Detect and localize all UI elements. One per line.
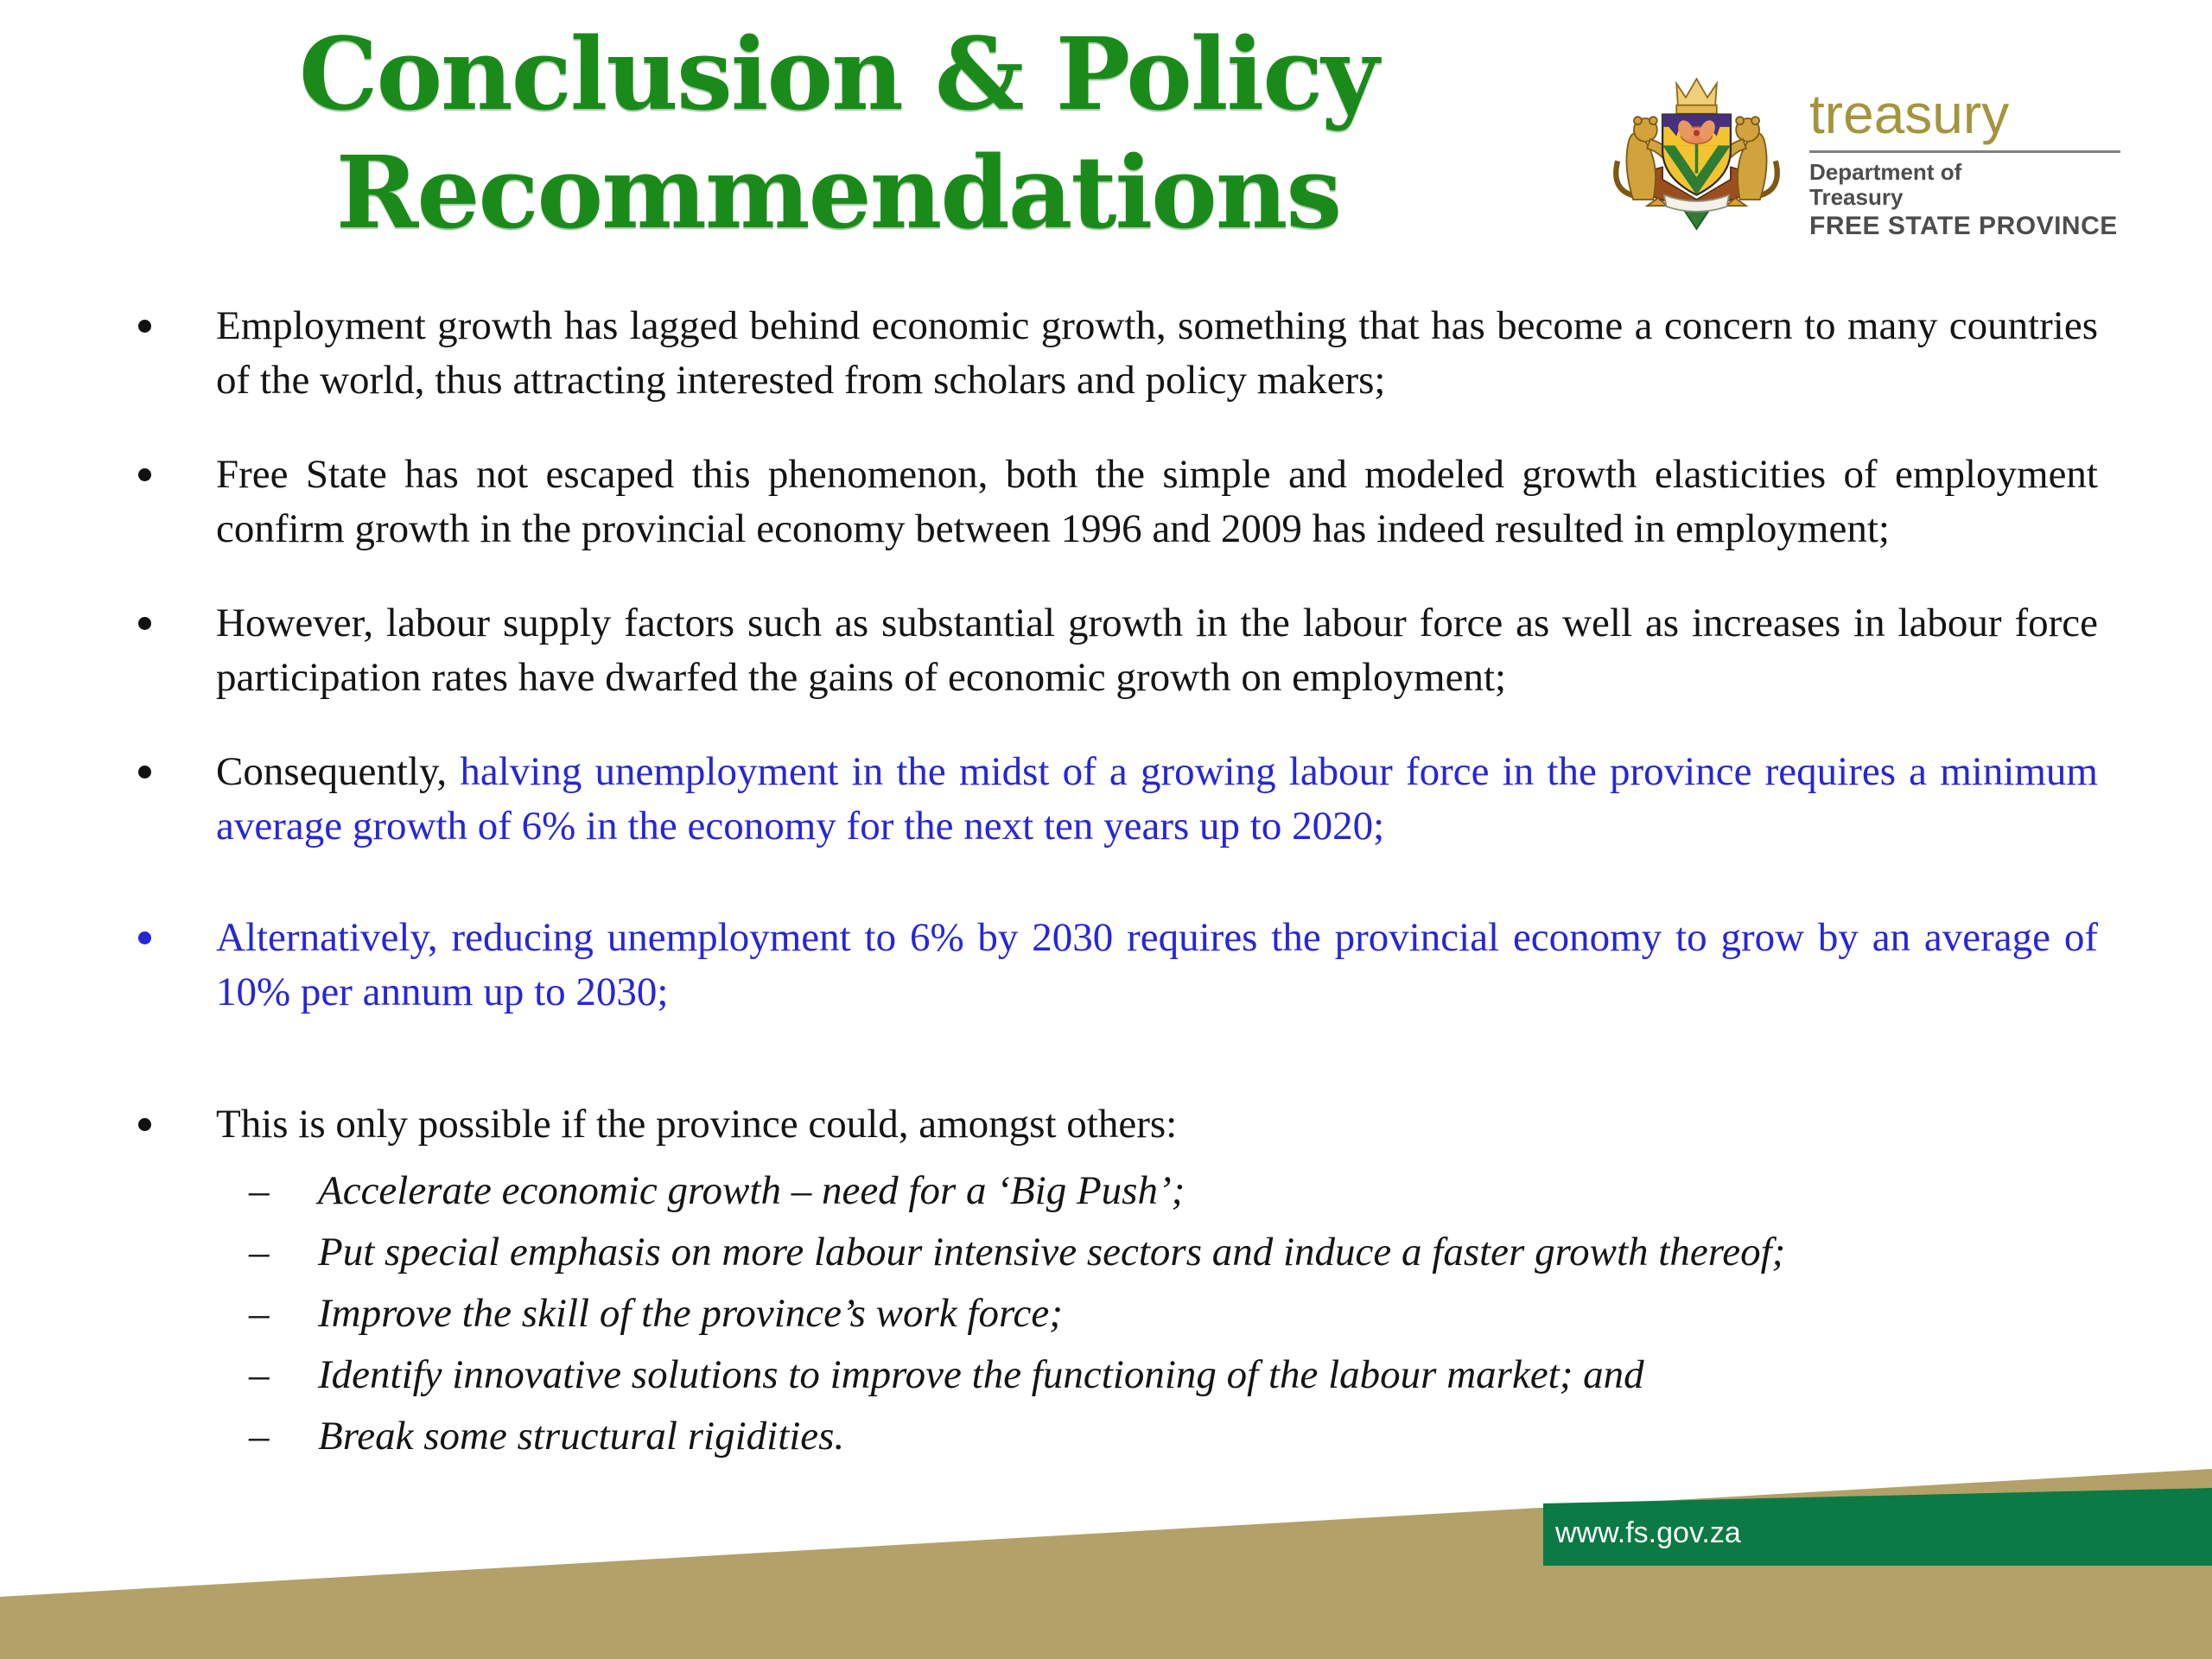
bullet-list [130,299,2098,1507]
dash-marker: – [249,1352,270,1397]
bullet-item-5 [130,911,2098,1020]
title-line-1: Conclusion & Policy [298,16,1378,133]
logo-department-line2: Treasury [1809,184,1904,210]
dash-marker: – [249,1414,270,1459]
sub-bullet-item-4 [249,1344,2098,1406]
bullet-text: Employment growth has lagged behind economic growth, something that has become a concern to many countries of the world, thus attracting interested from scholars and policy makers; [216,303,2098,403]
bullet-text: Alternatively, reducing unemployment to 6% by 2030 requires the provincial economy to grow by an average of 10% per annum up to 2030; [216,915,2098,1014]
bullet-text-highlight: halving unemployment in the midst of a growing labour force in the province requires a minimum average growth of 6% in the economy for the next ten years up to 2020; [216,749,2098,849]
coat-of-arms-icon [1604,59,1789,237]
treasury-logo [1604,50,2139,249]
logo-province: FREE STATE PROVINCE [1809,212,2118,240]
bullet-dot-icon [138,320,151,333]
logo-department-line1: Department of [1809,159,1962,185]
bullet-dot-icon [138,1118,151,1131]
bullet-dot-icon [138,468,151,481]
sub-bullet-text: Accelerate economic growth – need for a ‘Big Push’; [318,1168,1185,1213]
bullet-text-prefix: Consequently, [216,749,461,794]
title-line-2: Recommendations [335,135,1341,251]
bullet-text: This is only possible if the province could, amongst others: [216,1102,1178,1147]
sub-bullet-list [249,1160,2098,1467]
bullet-text: However, labour supply factors such as substantial growth in the labour force as well as increases in labour force participation rates have dwarfed the gains of economic growth on employment; [216,601,2098,700]
sub-bullet-text: Identify innovative solutions to improve the functioning of the labour market; and [318,1352,1644,1397]
bullet-text [216,745,2098,854]
dash-marker: – [249,1168,270,1213]
bullet-item-3 [130,596,2098,705]
bullet-dot-icon [138,931,151,944]
dash-marker: – [249,1291,270,1336]
bullet-text: Free State has not escaped this phenomenon, both the simple and modeled growth elasticities of employment confirm growth in the provincial economy between 1996 and 2009 has indeed resulted in employment; [216,452,2098,551]
sub-bullet-text: Put special emphasis on more labour intensive sectors and induce a faster growth thereof; [318,1230,1786,1274]
footer-url: www.fs.gov.za [1555,1516,1741,1549]
sub-bullet-item-2 [249,1222,2098,1283]
footer-swoosh [0,1452,2212,1659]
slide-title [164,16,1512,252]
treasury-wordmark: treasury [1809,83,2010,145]
sub-bullet-text: Break some structural rigidities. [318,1414,845,1459]
bullet-dot-icon [138,766,151,779]
sub-bullet-item-1 [249,1160,2098,1222]
bullet-item-6 [130,1097,2098,1467]
logo-divider [1809,150,2120,153]
bullet-item-1 [130,299,2098,408]
bullet-item-4 [130,745,2098,854]
sub-bullet-text: Improve the skill of the province’s work force; [318,1291,1063,1336]
logo-text-block [1809,50,2120,241]
sub-bullet-item-3 [249,1283,2098,1344]
bullet-item-2 [130,448,2098,556]
dash-marker: – [249,1230,270,1274]
bullet-dot-icon [138,617,151,630]
